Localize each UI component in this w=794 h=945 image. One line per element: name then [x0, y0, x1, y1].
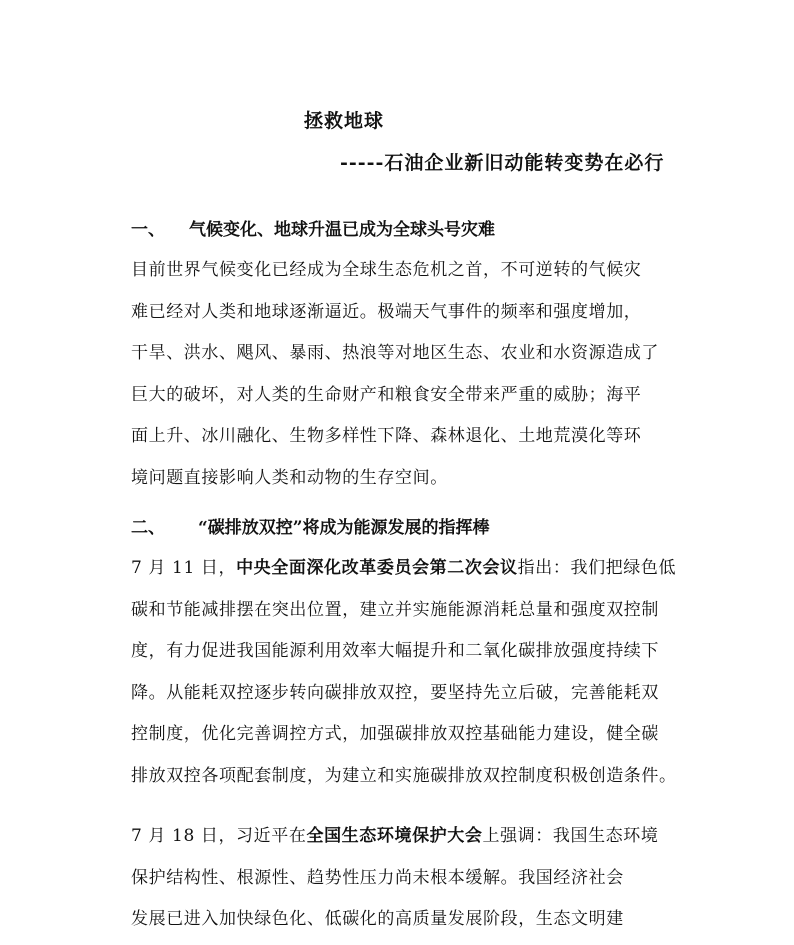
section-2-number: 二、 — [131, 518, 165, 538]
line-text: 指出：我们把绿色低 — [517, 558, 677, 578]
paragraph-line: 面上升、冰川融化、生物多样性下降、森林退化、土地荒漠化等环 — [131, 426, 642, 447]
date-text: 7 月 18 日，习近平在 — [131, 826, 307, 846]
paragraph-line — [131, 816, 691, 858]
paragraph-line: 难已经对人类和地球逐渐逼近。极端天气事件的频率和强度增加， — [131, 301, 642, 322]
section-1-paragraph — [131, 250, 691, 500]
section-2-title: “碳排放双控”将成为能源发展的指挥棒 — [198, 518, 490, 538]
section-2-paragraph-2 — [131, 816, 691, 941]
paragraph-line: 巨大的破坏，对人类的生命财产和粮食安全带来严重的威胁；海平 — [131, 384, 642, 405]
paragraph-line: 干旱、洪水、飓风、暴雨、热浪等对地区生态、农业和水资源造成了 — [131, 343, 659, 364]
line-text: 上强调：我国生态环境 — [482, 826, 659, 846]
paragraph-line — [131, 548, 691, 590]
document-subtitle: -----石油企业新旧动能转变势在必行 — [340, 152, 665, 174]
paragraph-line: 目前世界气候变化已经成为全球生态危机之首，不可逆转的气候灾 — [131, 260, 642, 280]
paragraph-line: 碳和节能减排摆在突出位置，建立并实施能源消耗总量和强度双控制 — [131, 599, 659, 620]
paragraph-line: 境问题直接影响人类和动物的生存空间。 — [131, 467, 448, 488]
paragraph-line: 排放双控各项配套制度，为建立和实施碳排放双控制度积极创造条件。 — [131, 765, 677, 786]
paragraph-line: 度，有力促进我国能源利用效率大幅提升和二氧化碳排放强度持续下 — [131, 641, 659, 662]
section-1-heading — [131, 215, 495, 240]
section-2-heading — [131, 513, 490, 538]
paragraph-line: 保护结构性、根源性、趋势性压力尚未根本缓解。我国经济社会 — [131, 867, 624, 888]
section-1-number: 一、 — [131, 220, 165, 240]
document-title: 拯救地球 — [304, 110, 385, 132]
emphasis-text: 中央全面深化改革委员会第二次会议 — [236, 558, 518, 578]
paragraph-line: 控制度，优化完善调控方式，加强碳排放双控基础能力建设，健全碳 — [131, 724, 659, 745]
section-2-paragraph-1 — [131, 548, 691, 798]
emphasis-text: 全国生态环境保护大会 — [306, 826, 483, 846]
paragraph-line: 发展已进入加快绿色化、低碳化的高质量发展阶段，生态文明建 — [131, 909, 624, 930]
date-text: 7 月 11 日， — [131, 558, 237, 578]
paragraph-line: 降。从能耗双控逐步转向碳排放双控，要坚持先立后破，完善能耗双 — [131, 682, 659, 703]
section-1-title: 气候变化、地球升温已成为全球头号灾难 — [189, 220, 495, 240]
